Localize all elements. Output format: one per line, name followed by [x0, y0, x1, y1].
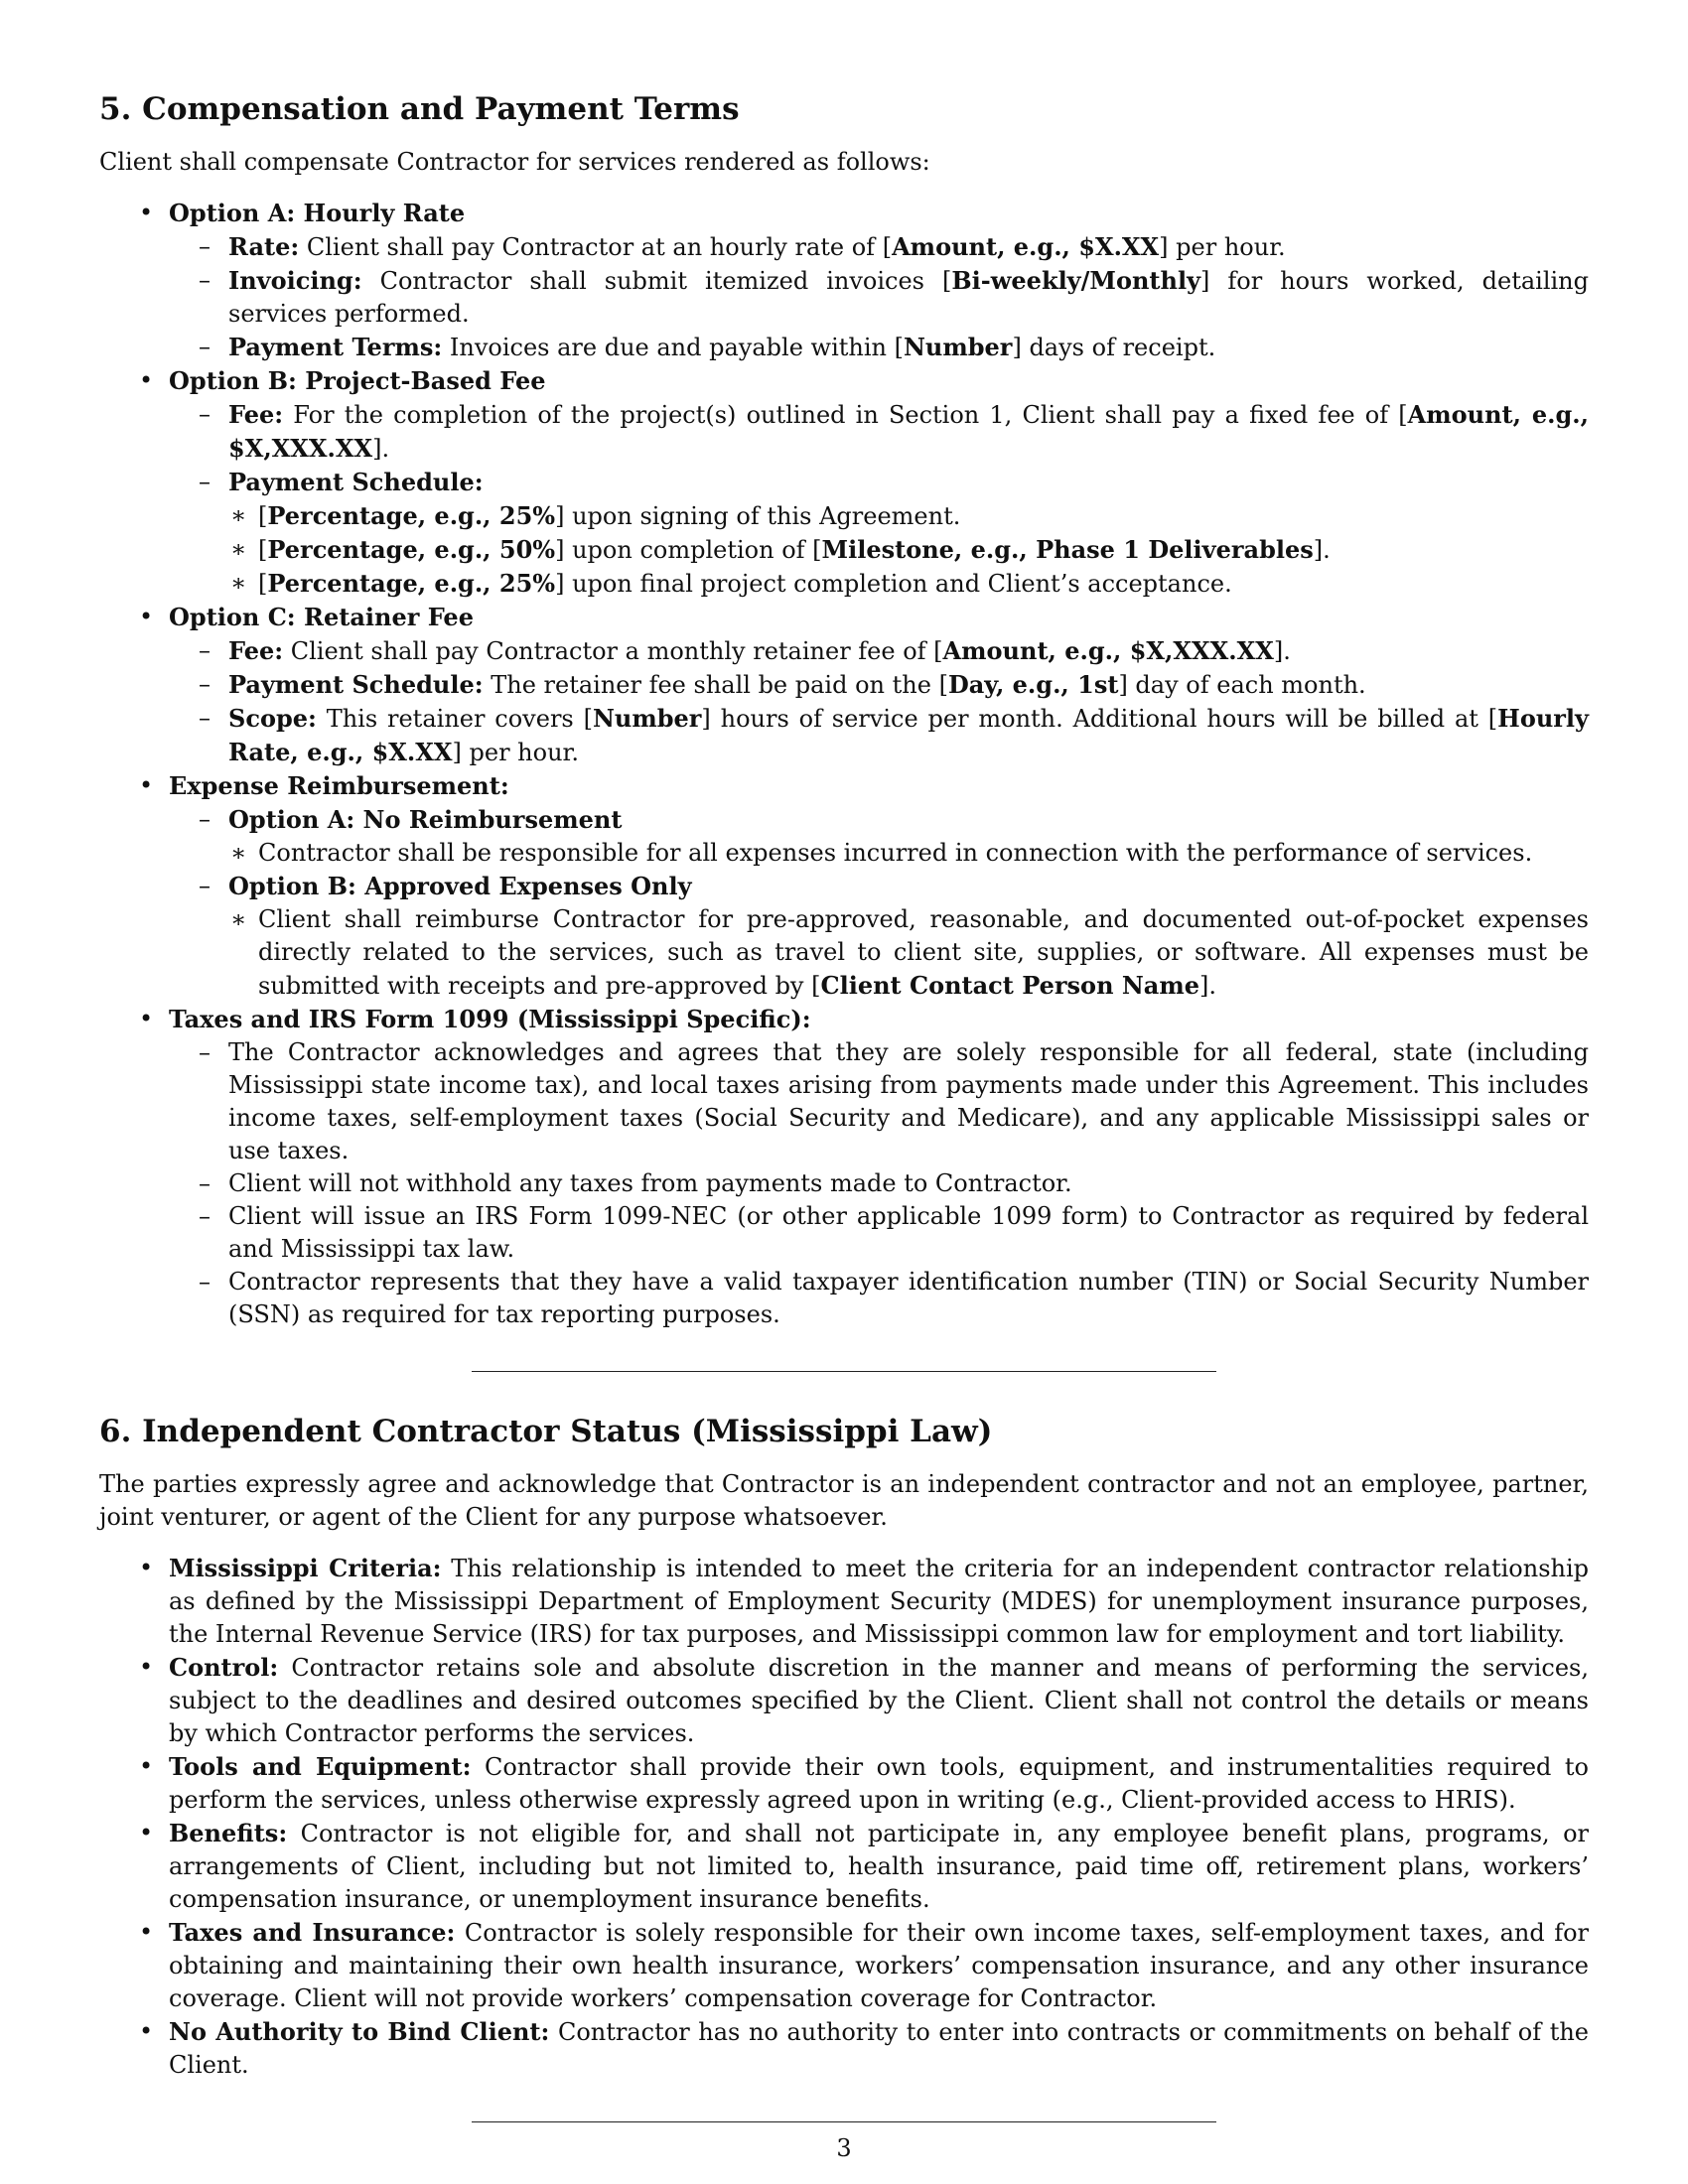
taxes-title: Taxes and IRS Form 1099 (Mississippi Specific): [169, 1005, 811, 1034]
list-item: – Option A: No Reimbursement ∗ Contractor shall be responsible for all expenses incurred in connection with the performance of services. [169, 803, 1589, 870]
list-item: • Taxes and Insurance: Contractor is solely responsible for their own income taxes, self-employment taxes, and for obtaining and maintaining their own health insurance, workers’ compensation insurance, and any other insurance coverage. Client will not provide workers’ compensation coverage for Contractor. [99, 1916, 1589, 2015]
list-item: ∗ [Percentage, e.g., 50%] upon completion of [Milestone, e.g., Phase 1 Deliverables]. [228, 533, 1589, 567]
option-c-title: Option C: Retainer Fee [169, 603, 474, 632]
list-item: – Client will issue an IRS Form 1099-NEC (or other applicable 1099 form) to Contractor as required by federal and Mississippi tax law. [169, 1200, 1589, 1266]
contractor-status-list [99, 1552, 1589, 2082]
list-item [99, 769, 1589, 1003]
list-item: – Option B: Approved Expenses Only ∗ Client shall reimburse Contractor for pre-approved, reasonable, and documented out-of-pocket expenses directly related to the services, such as travel to client site, supplies, or software. All expenses must be submitted with receipts and pre-approved by [Client Contact Person Name]. [169, 870, 1589, 1003]
list-item: ∗ [Percentage, e.g., 25%] upon signing of this Agreement. [228, 499, 1589, 533]
option-b-title: Option B: Project-Based Fee [169, 366, 546, 396]
section-intro: Client shall compensate Contractor for services rendered as follows: [99, 148, 930, 177]
list-item: • Tools and Equipment: Contractor shall provide their own tools, equipment, and instrumentalities required to perform the services, unless otherwise expressly agreed upon in writing (e.g., Client-provided access to HRIS). [99, 1750, 1589, 1817]
list-item: ∗ Contractor shall be responsible for all expenses incurred in connection with the performance of services. [228, 837, 1589, 870]
expense-title: Expense Reimbursement: [169, 771, 509, 801]
list-item: – Fee: Client shall pay Contractor a monthly retainer fee of [Amount, e.g., $X,XXX.XX]. [169, 634, 1589, 668]
list-item: – Fee: For the completion of the project(s) outlined in Section 1, Client shall pay a fixed fee of [Amount, e.g., $X,XXX.XX]. [169, 398, 1589, 466]
list-item: • Mississippi Criteria: This relationship is intended to meet the criteria for an independent contractor relationship as defined by the Mississippi Department of Employment Security (MDES) for unemployment insurance purposes, the Internal Revenue Service (IRS) for tax purposes, and Mississippi common law for employment and tort liability. [99, 1552, 1589, 1651]
list-item: – Rate: Client shall pay Contractor at an hourly rate of [Amount, e.g., $X.XX] per hour. [169, 230, 1589, 264]
list-item: – Payment Schedule: ∗ [Percentage, e.g., 25%] upon signing of this Agreement. ∗ [Percentage, e.g., 50%] upon completion of [Milestone, e.g., Phase 1 Deliverables]. ∗ [Percentage, e.g., 25%] upon final project completion and Client’s acceptance. [169, 466, 1589, 601]
document-page [99, 91, 1589, 2164]
list-item: ∗ Client shall reimburse Contractor for pre-approved, reasonable, and documented out-of-pocket expenses directly related to the services, such as travel to client site, supplies, or software. All expenses must be submitted with receipts and pre-approved by [Client Contact Person Name]. [228, 903, 1589, 1003]
section-6 [99, 1414, 1589, 2082]
list-item: • Benefits: Contractor is not eligible for, and shall not participate in, any employee benefit plans, programs, or arrangements of Client, including but not limited to, health insurance, paid time off, retirement plans, workers’ compensation insurance, or unemployment insurance benefits. [99, 1817, 1589, 1916]
page-number: 3 [836, 2134, 852, 2162]
list-item [99, 364, 1589, 601]
section-divider [472, 2121, 1216, 2122]
list-item [99, 1003, 1589, 1331]
list-item [99, 197, 1589, 364]
list-item: – Invoicing: Contractor shall submit itemized invoices [Bi-weekly/Monthly] for hours worked, detailing services performed. [169, 264, 1589, 331]
section-title: 6. Independent Contractor Status (Mississippi Law) [99, 1414, 993, 1450]
list-item: – Contractor represents that they have a valid taxpayer identification number (TIN) or Social Security Number (SSN) as required for tax reporting purposes. [169, 1266, 1589, 1331]
list-item: – Scope: This retainer covers [Number] hours of service per month. Additional hours will be billed at [Hourly Rate, e.g., $X.XX] per hour. [169, 702, 1589, 769]
list-item: • No Authority to Bind Client: Contractor has no authority to enter into contracts or commitments on behalf of the Client. [99, 2015, 1589, 2082]
list-item: – Payment Schedule: The retainer fee shall be paid on the [Day, e.g., 1st] day of each month. [169, 668, 1589, 702]
list-item: ∗ [Percentage, e.g., 25%] upon final project completion and Client’s acceptance. [228, 567, 1589, 601]
list-item [99, 601, 1589, 769]
section-5 [99, 91, 1589, 1331]
list-item: – Client will not withhold any taxes from payments made to Contractor. [169, 1167, 1589, 1200]
option-a-title: Option A: Hourly Rate [169, 199, 466, 228]
list-item: – The Contractor acknowledges and agrees that they are solely responsible for all federal, state (including Mississippi state income tax), and local taxes arising from payments made under this Agreement. This includes income taxes, self-employment taxes (Social Security and Medicare), and any applicable Mississippi sales or use taxes. [169, 1036, 1589, 1167]
section-title: 5. Compensation and Payment Terms [99, 91, 740, 127]
compensation-list [99, 197, 1589, 1331]
section-divider [472, 1371, 1216, 1372]
section-intro: The parties expressly agree and acknowledge that Contractor is an independent contractor and not an employee, partner, joint venturer, or agent of the Client for any purpose whatsoever. [99, 1470, 1589, 1532]
list-item: – Payment Terms: Invoices are due and payable within [Number] days of receipt. [169, 331, 1589, 364]
list-item: • Control: Contractor retains sole and absolute discretion in the manner and means of performing the services, subject to the deadlines and desired outcomes specified by the Client. Client shall not control the details or means by which Contractor performs the services. [99, 1651, 1589, 1750]
